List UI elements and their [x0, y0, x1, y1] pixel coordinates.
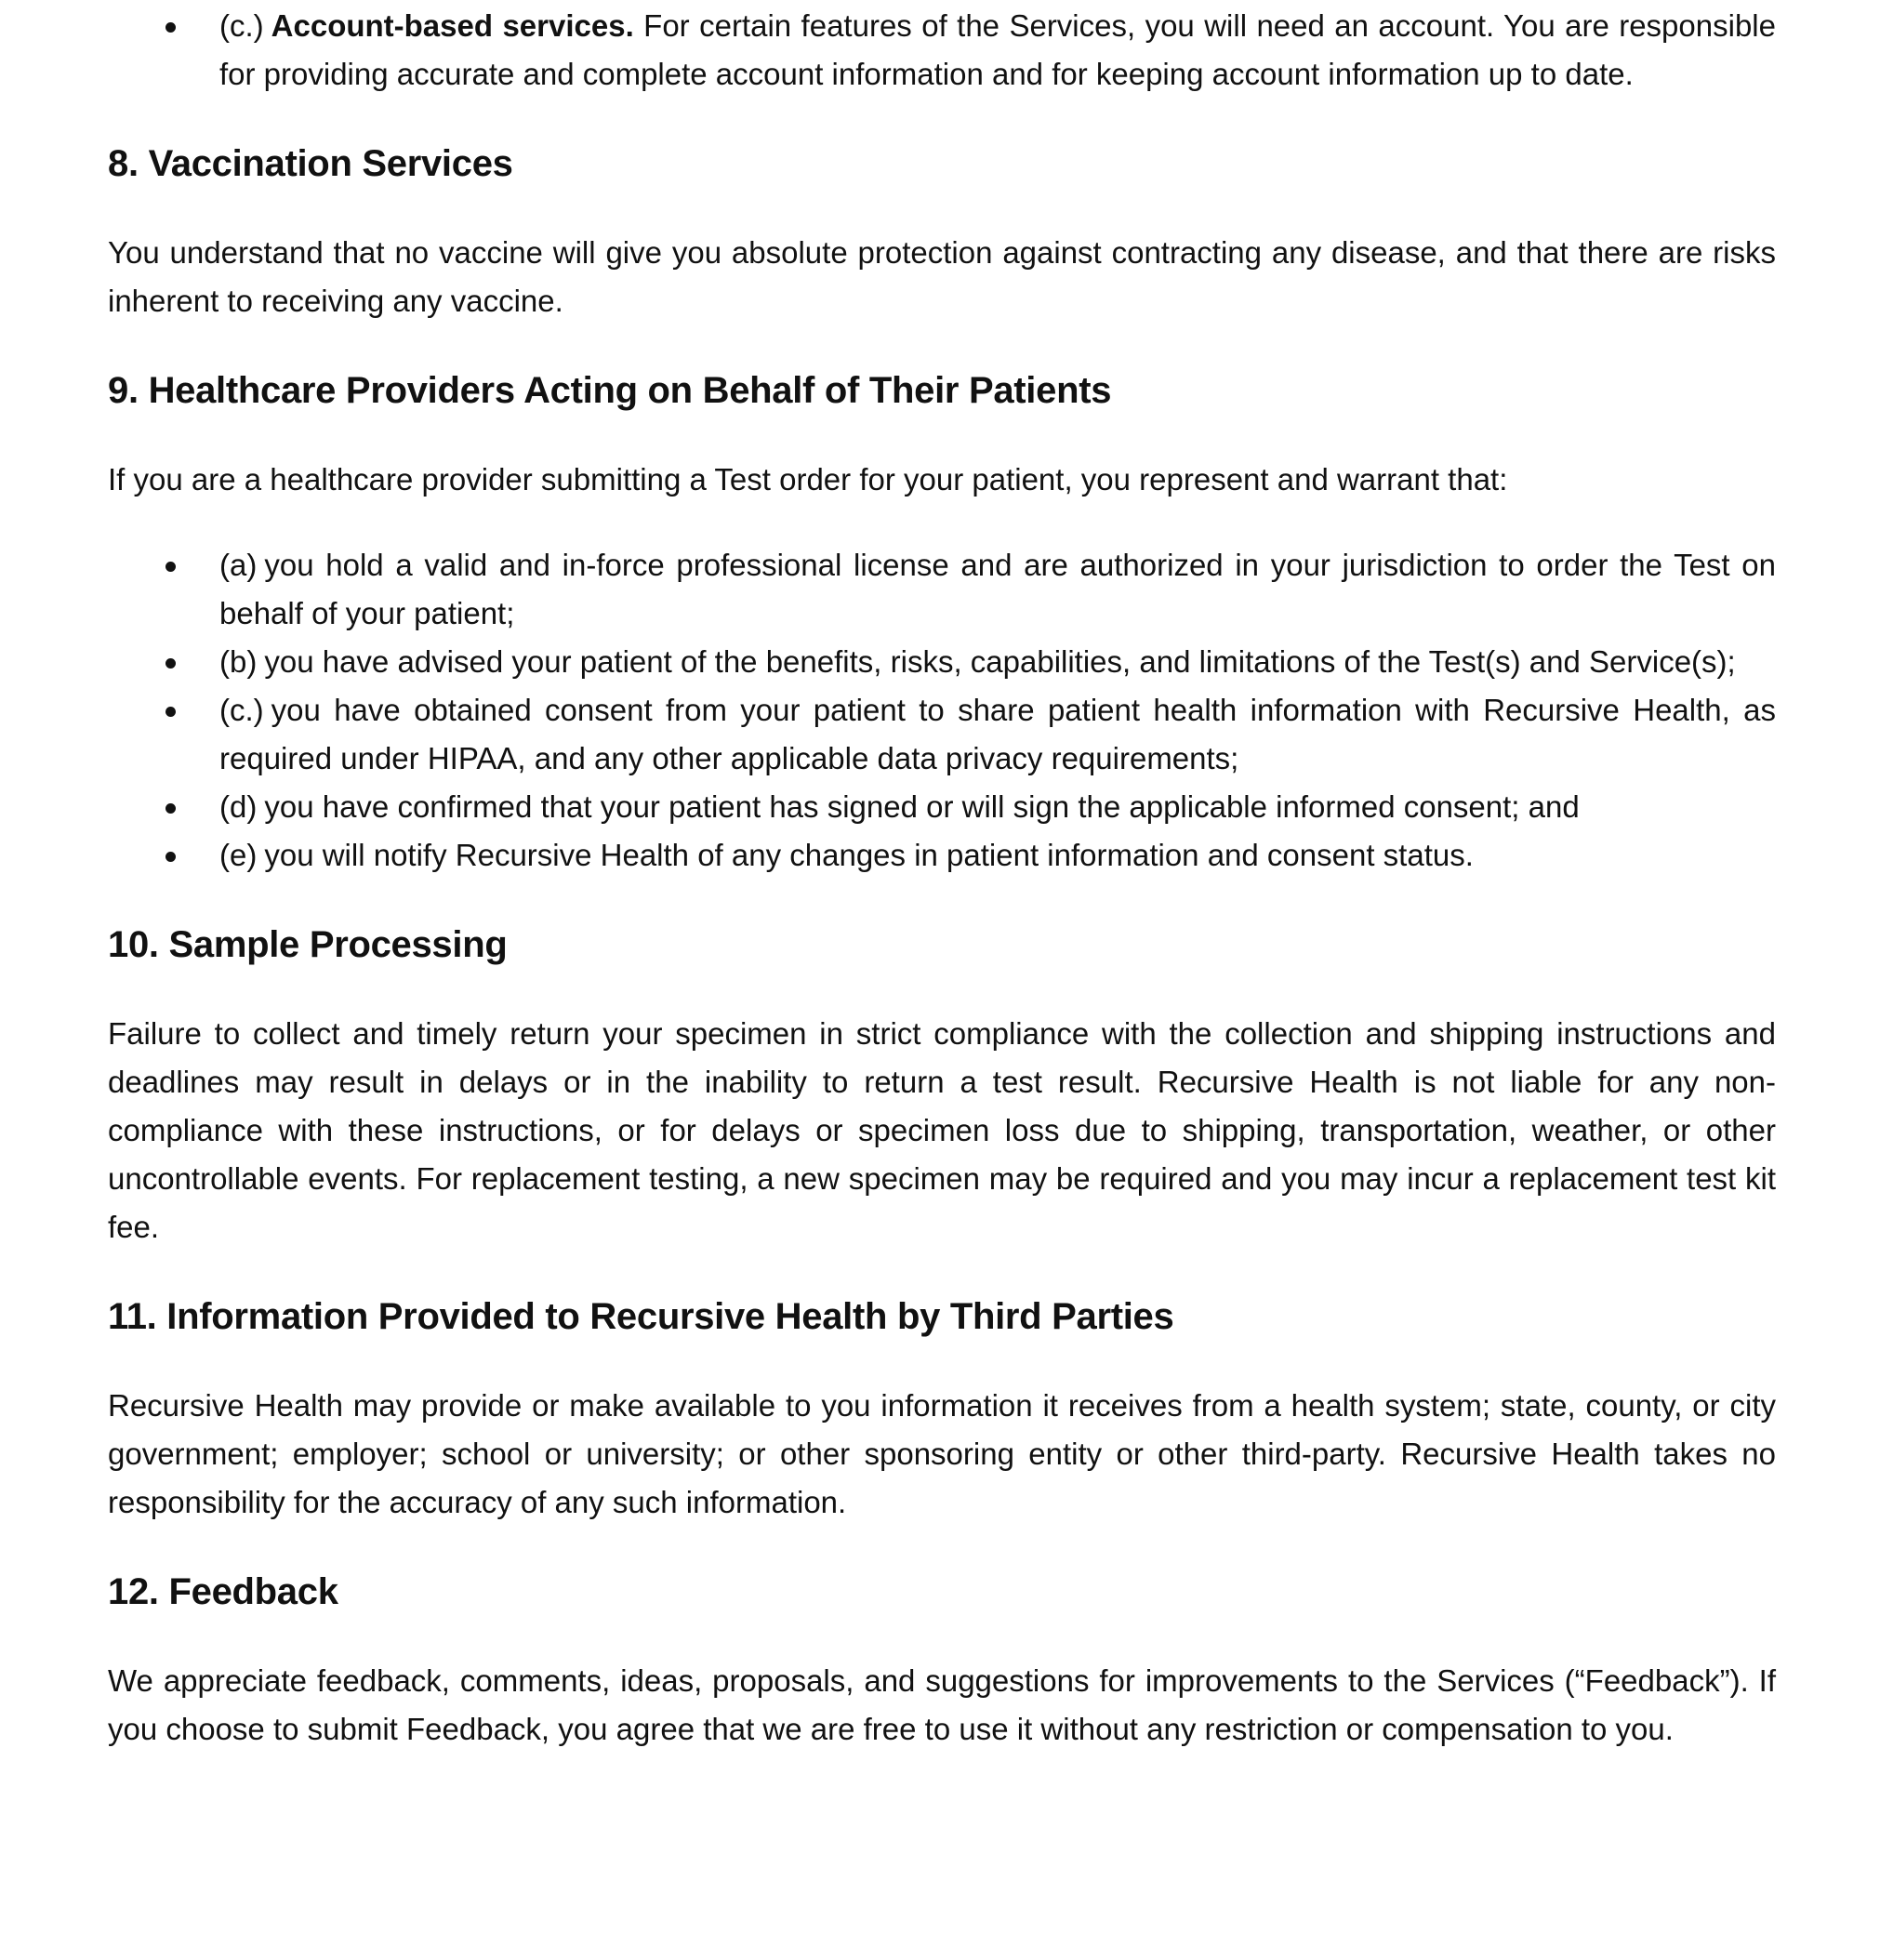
item-label: (c.)	[219, 693, 264, 727]
section-heading: 12. Feedback	[108, 1571, 338, 1612]
section-body: Failure to collect and timely return your specimen in strict compliance with the collection and shipping instructions and deadlines may result in delays or in the inability to return a test result. Recursive Health is not liable for any non-compliance with these instructions, or for delays or specimen loss due to shipping, transportation, weather, or other uncontrollable events. For replacement testing, a new specimen may be required and you may incur a replacement test kit fee.	[108, 1016, 1776, 1244]
item-label: (d)	[219, 789, 258, 824]
item-text: you have obtained consent from your patient to share patient health information with Recursive Health, as required under HIPAA, and any other applicable data privacy requirements;	[219, 693, 1776, 775]
section-body: If you are a healthcare provider submitting a Test order for your patient, you represent and warrant that:	[108, 462, 1508, 497]
bullet-icon	[165, 658, 176, 669]
bullet-icon	[165, 803, 176, 814]
item-text: you will notify Recursive Health of any changes in patient information and consent status.	[264, 838, 1474, 872]
section-heading: 8. Vaccination Services	[108, 143, 513, 184]
account-list	[108, 2, 1776, 99]
item-text: you have advised your patient of the benefits, risks, capabilities, and limitations of the Test(s) and Service(s);	[264, 644, 1736, 679]
bullet-icon	[165, 852, 176, 862]
item-text: you hold a valid and in-force professional license and are authorized in your jurisdiction to order the Test on behalf of your patient;	[219, 548, 1776, 630]
bullet-icon	[165, 562, 176, 572]
section-body: You understand that no vaccine will give you absolute protection against contracting any disease, and that there are risks inherent to receiving any vaccine.	[108, 235, 1776, 318]
list-item	[108, 2, 1776, 99]
section-body: Recursive Health may provide or make available to you information it receives from a health system; state, county, or city government; employer; school or university; or other sponsoring entity or other third-party. Recursive Health takes no responsibility for the accuracy of any such information.	[108, 1388, 1776, 1519]
section-heading: 9. Healthcare Providers Acting on Behalf of Their Patients	[108, 370, 1112, 411]
item-text: you have confirmed that your patient has signed or will sign the applicable informed consent; and	[264, 789, 1580, 824]
item-label: (b)	[219, 644, 258, 679]
item-label: (e)	[219, 838, 258, 872]
provider-warranties-list	[108, 541, 1776, 880]
section-heading: 10. Sample Processing	[108, 924, 508, 965]
item-label: (a)	[219, 548, 258, 582]
list-item	[108, 638, 1776, 686]
item-text: For certain features of the Services, you will need an account. You are responsible for providing accurate and complete account information and for keeping account information up to date.	[219, 8, 1776, 91]
section-heading: 11. Information Provided to Recursive Health by Third Parties	[108, 1296, 1174, 1337]
list-item	[108, 686, 1776, 783]
bullet-icon	[165, 22, 176, 33]
bullet-icon	[165, 707, 176, 717]
item-bold-term: Account-based services.	[271, 8, 634, 43]
list-item	[108, 541, 1776, 638]
item-label: (c.)	[219, 8, 264, 43]
terms-document	[108, 0, 1776, 1754]
list-item	[108, 831, 1776, 880]
list-item	[108, 783, 1776, 831]
section-body: We appreciate feedback, comments, ideas, proposals, and suggestions for improvements to the Services (“Feedback”). If you choose to submit Feedback, you agree that we are free to use it without any restriction or compensation to you.	[108, 1663, 1776, 1746]
